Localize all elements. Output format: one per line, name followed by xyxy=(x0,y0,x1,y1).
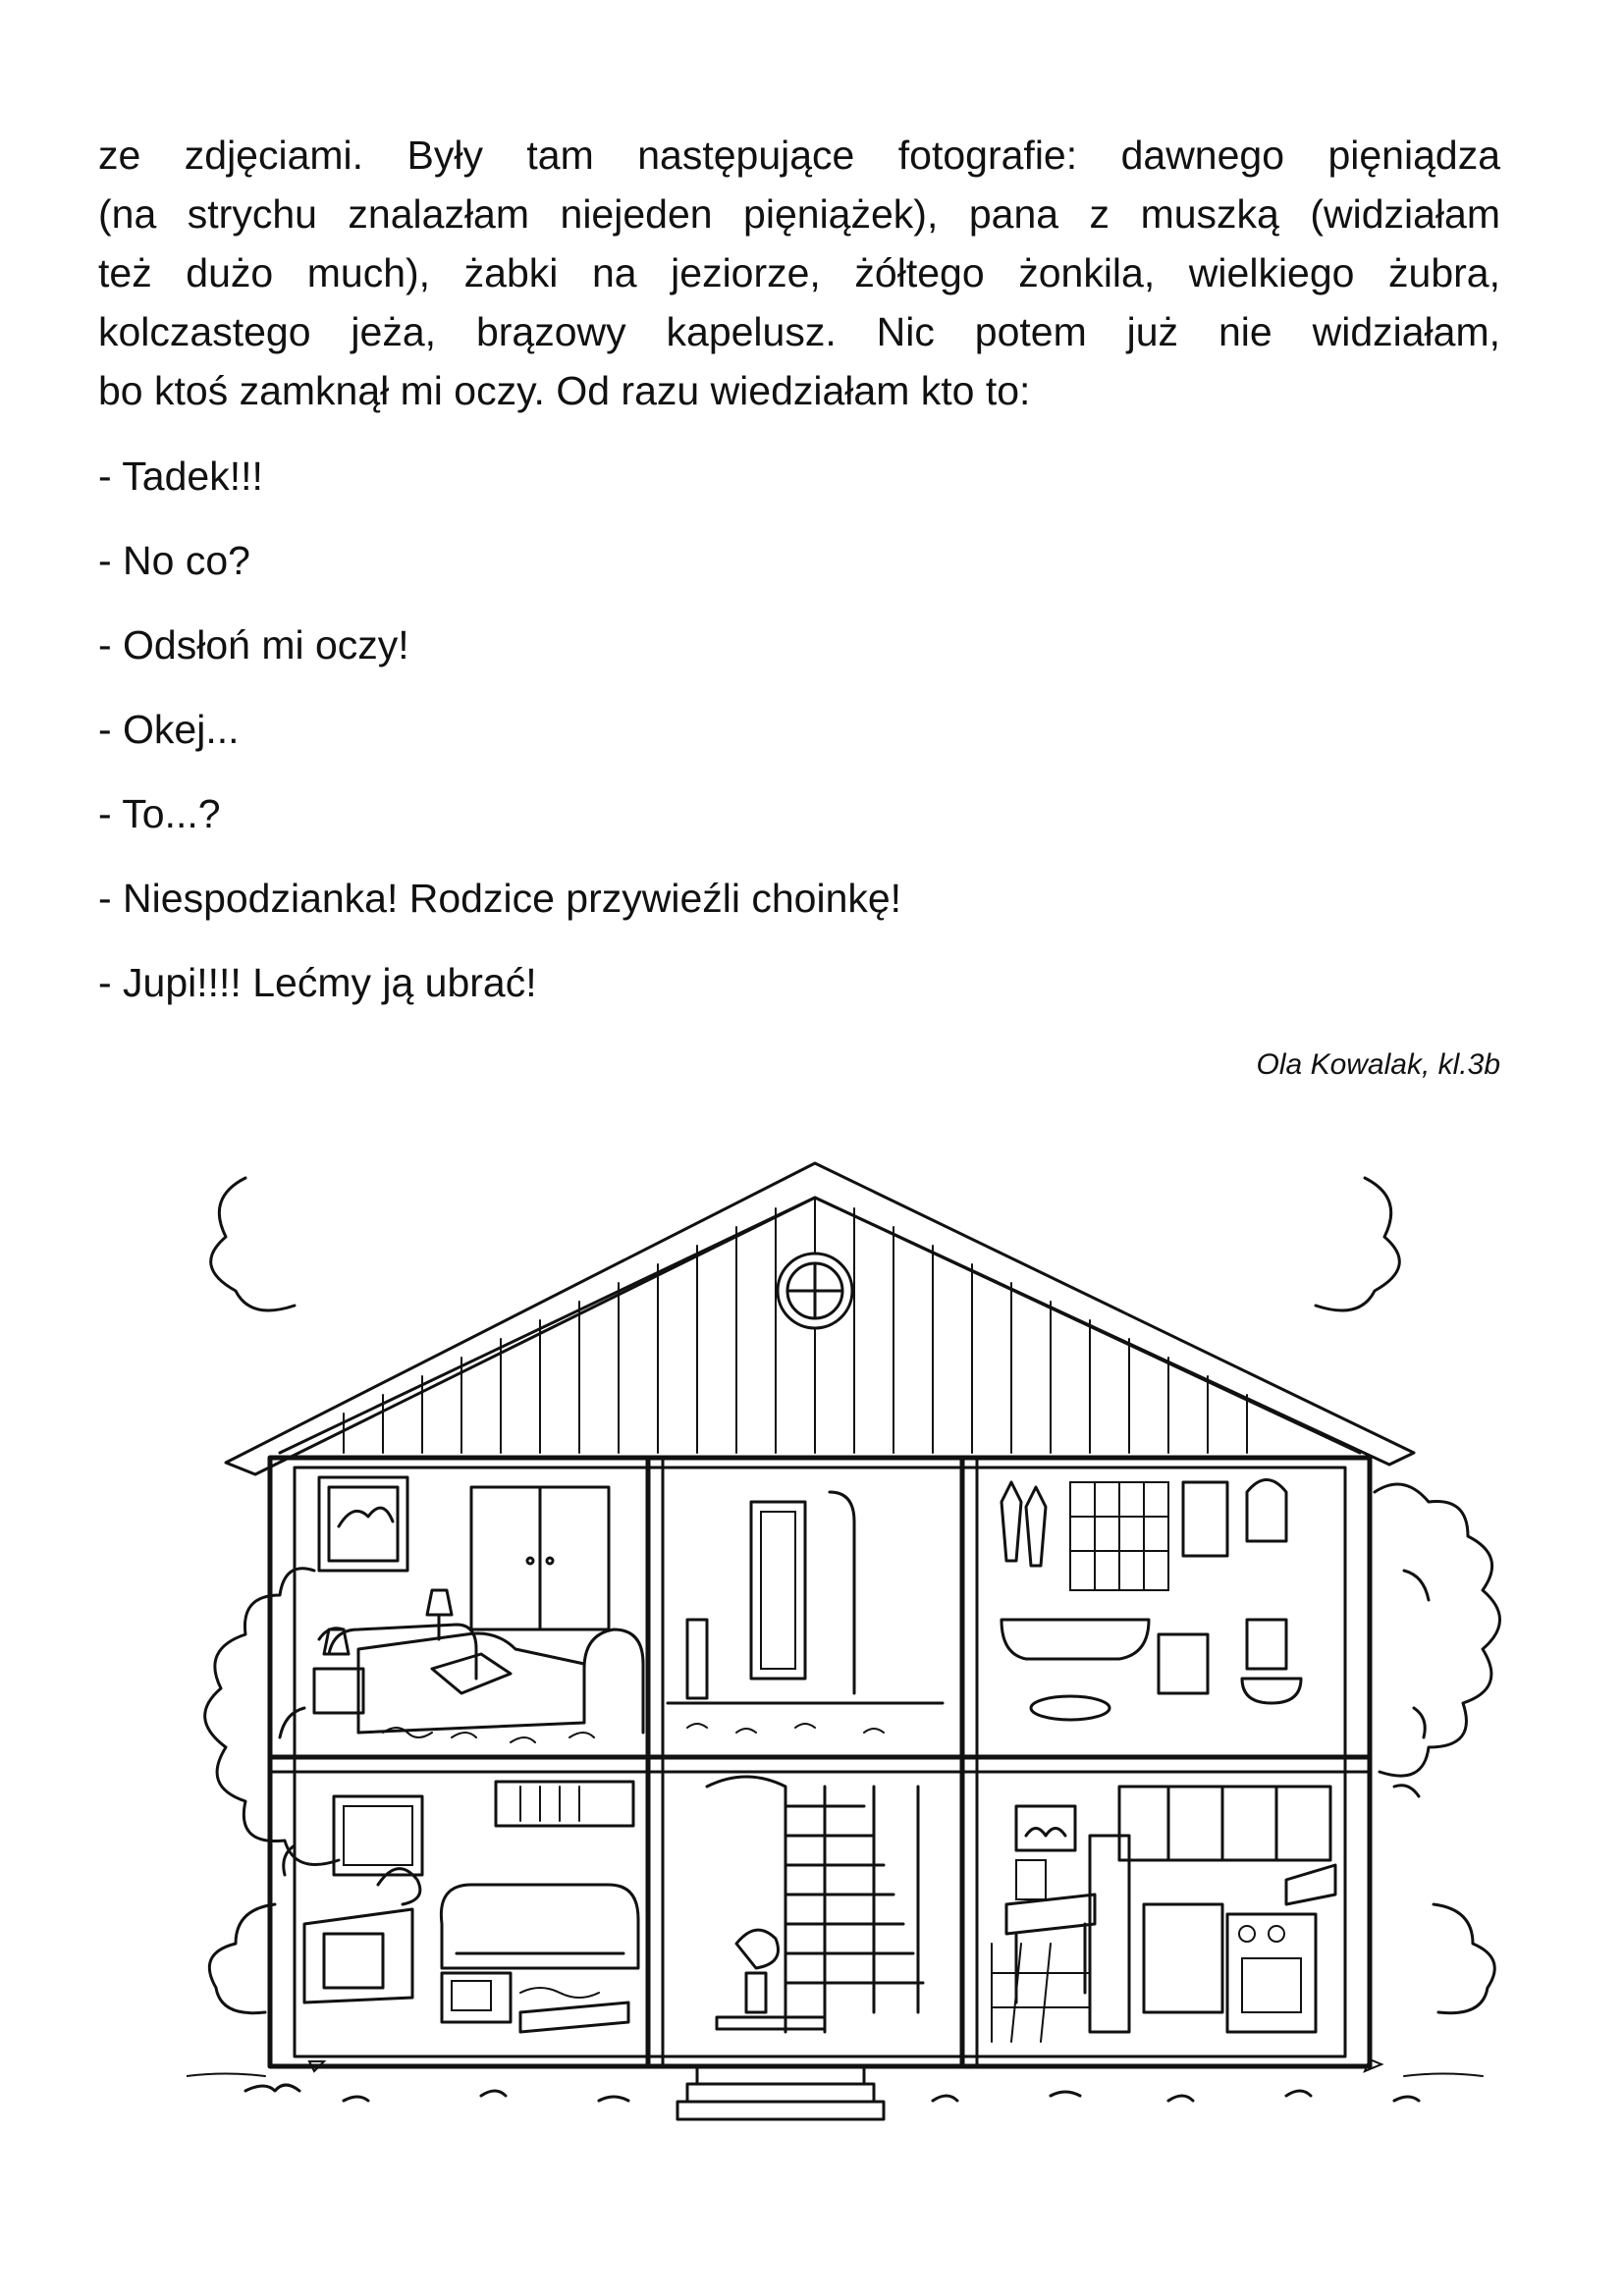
roof-icon xyxy=(226,1163,1414,1474)
bedroom-icon xyxy=(314,1477,643,1742)
house-illustration xyxy=(187,1158,1502,2130)
bathroom-icon xyxy=(1001,1480,1301,1721)
tree-right-icon xyxy=(1375,1484,1500,2013)
dialogue-line: - Tadek!!! xyxy=(98,454,263,499)
kitchen-icon xyxy=(992,1787,1335,2042)
dialogue-list xyxy=(98,447,901,1038)
paragraph-line: (na strychu znalazłam niejeden pięniążek), pana z muszką (widziałam xyxy=(98,191,1500,237)
dialogue-line: - Niespodzianka! Rodzice przywieźli choinkę! xyxy=(98,876,902,921)
dialogue-line: - Okej... xyxy=(98,707,240,752)
dialogue-line: - No co? xyxy=(98,538,250,583)
house-frame xyxy=(270,1458,1370,2066)
paragraph-line: też dużo much), żabki na jeziorze, żółtego żonkila, wielkiego żubra, xyxy=(98,250,1500,295)
dialogue-line: - Jupi!!!! Lećmy ją ubrać! xyxy=(98,960,537,1005)
hallway-icon xyxy=(668,1492,943,1733)
living-room-icon xyxy=(304,1782,638,2032)
paragraph-line: kolczastego jeża, brązowy kapelusz. Nic potem już nie widziałam, xyxy=(98,309,1500,354)
front-steps-icon xyxy=(677,2066,884,2119)
staircase-icon xyxy=(707,1777,923,2032)
round-window-icon xyxy=(778,1254,852,1328)
dialogue-line: - Odsłoń mi oczy! xyxy=(98,622,409,667)
author-signature: Ola Kowalak, kl.3b xyxy=(1256,1048,1500,1081)
story-paragraph xyxy=(98,126,1500,420)
paragraph-line: bo ktoś zamknął mi oczy. Od razu wiedziałam kto to: xyxy=(98,368,1031,413)
dialogue-line: - To...? xyxy=(98,791,221,836)
paragraph-line: ze zdjęciami. Były tam następujące fotografie: dawnego pięniądza xyxy=(98,133,1500,178)
